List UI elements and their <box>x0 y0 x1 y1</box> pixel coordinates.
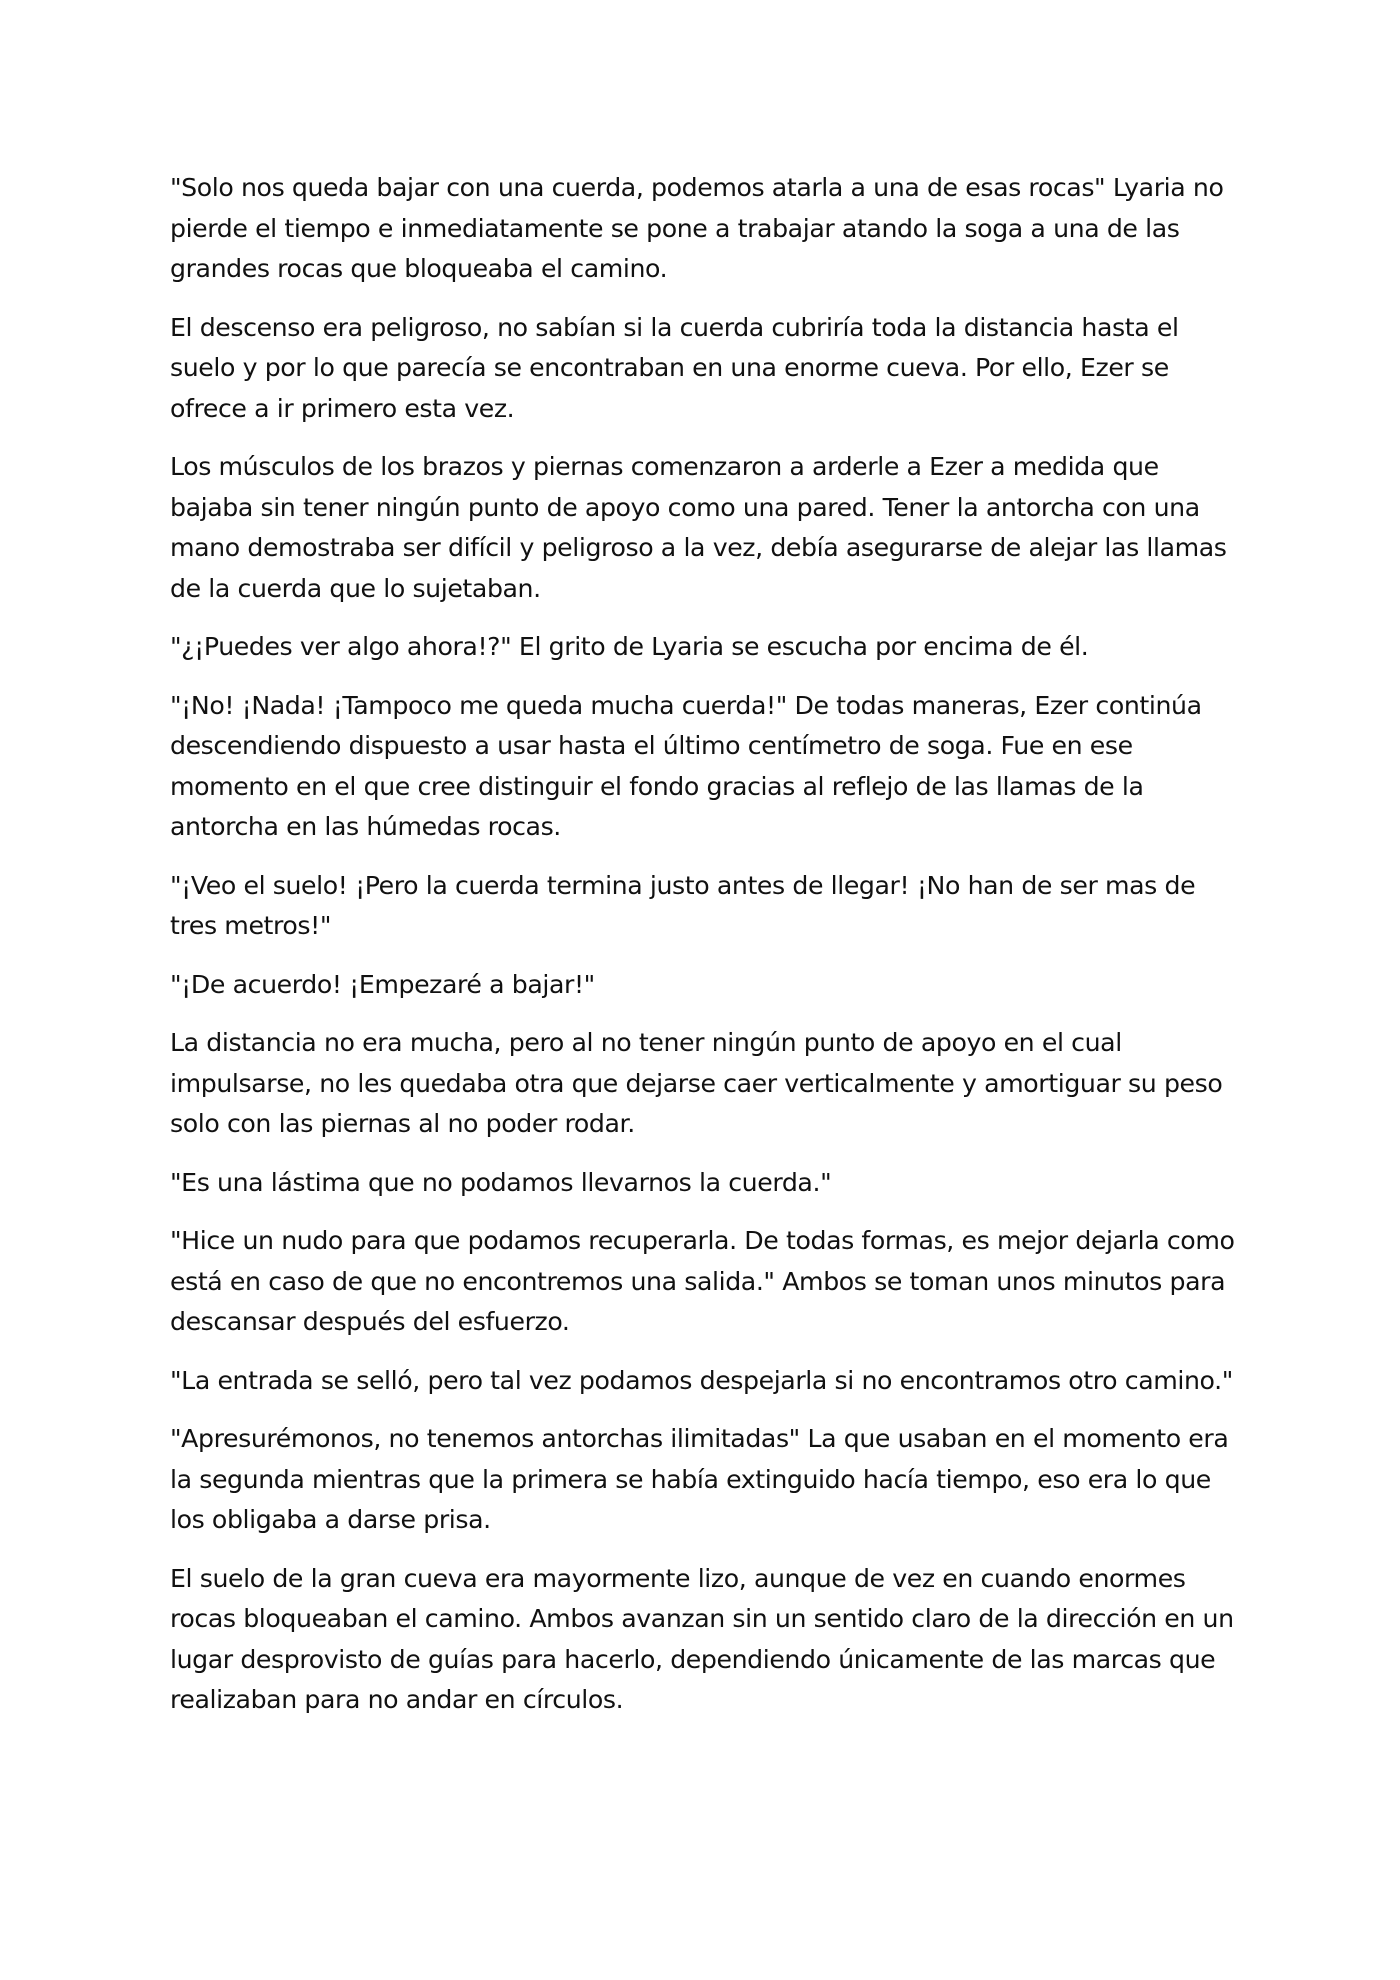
paragraph: La distancia no era mucha, pero al no tener ningún punto de apoyo en el cual impulsarse, no les quedaba otra que dejarse caer verticalmente y amortiguar su peso solo con las piernas al no poder rodar. <box>170 1028 1223 1138</box>
paragraph: "La entrada se selló, pero tal vez podamos despejarla si no encontramos otro camino." <box>170 1365 1233 1395</box>
paragraph: "¡No! ¡Nada! ¡Tampoco me queda mucha cuerda!" De todas maneras, Ezer continúa descendiendo dispuesto a usar hasta el último centímetro de soga. Fue en ese momento en el que cree distinguir el fondo gracias al reflejo de las llamas de la antorcha en las húmedas rocas. <box>170 690 1202 841</box>
paragraph: Los músculos de los brazos y piernas comenzaron a arderle a Ezer a medida que bajaba sin tener ningún punto de apoyo como una pared. Tener la antorcha con una mano demostraba ser difícil y peligroso a la vez, debía asegurarse de alejar las llamas de la cuerda que lo sujetaban. <box>170 452 1227 603</box>
paragraph: "¡De acuerdo! ¡Empezaré a bajar!" <box>170 969 595 999</box>
paragraph: "¡Veo el suelo! ¡Pero la cuerda termina justo antes de llegar! ¡No han de ser mas de tres metros!" <box>170 870 1196 940</box>
paragraph: "Solo nos queda bajar con una cuerda, podemos atarla a una de esas rocas" Lyaria no pierde el tiempo e inmediatamente se pone a trabajar atando la soga a una de las grandes rocas que bloqueaba el camino. <box>170 173 1224 283</box>
paragraph: "Apresurémonos, no tenemos antorchas ilimitadas" La que usaban en el momento era la segunda mientras que la primera se había extinguido hacía tiempo, eso era lo que los obligaba a darse prisa. <box>170 1424 1229 1534</box>
paragraph: El descenso era peligroso, no sabían si la cuerda cubriría toda la distancia hasta el suelo y por lo que parecía se encontraban en una enorme cueva. Por ello, Ezer se ofrece a ir primero esta vez. <box>170 312 1179 423</box>
paragraph: El suelo de la gran cueva era mayormente lizo, aunque de vez en cuando enormes rocas bloqueaban el camino. Ambos avanzan sin un sentido claro de la dirección en un lugar desprovisto de guías para hacerlo, dependiendo únicamente de las marcas que realizaban para no andar en círculos. <box>170 1563 1234 1714</box>
paragraph: "¿¡Puedes ver algo ahora!?" El grito de Lyaria se escucha por encima de él. <box>170 632 1089 661</box>
paragraph: "Es una lástima que no podamos llevarnos la cuerda." <box>170 1167 832 1197</box>
paragraph: "Hice un nudo para que podamos recuperarla. De todas formas, es mejor dejarla como está en caso de que no encontremos una salida." Ambos se toman unos minutos para descansar después del esfuerzo. <box>170 1226 1235 1336</box>
body-text <box>170 168 1240 1739</box>
